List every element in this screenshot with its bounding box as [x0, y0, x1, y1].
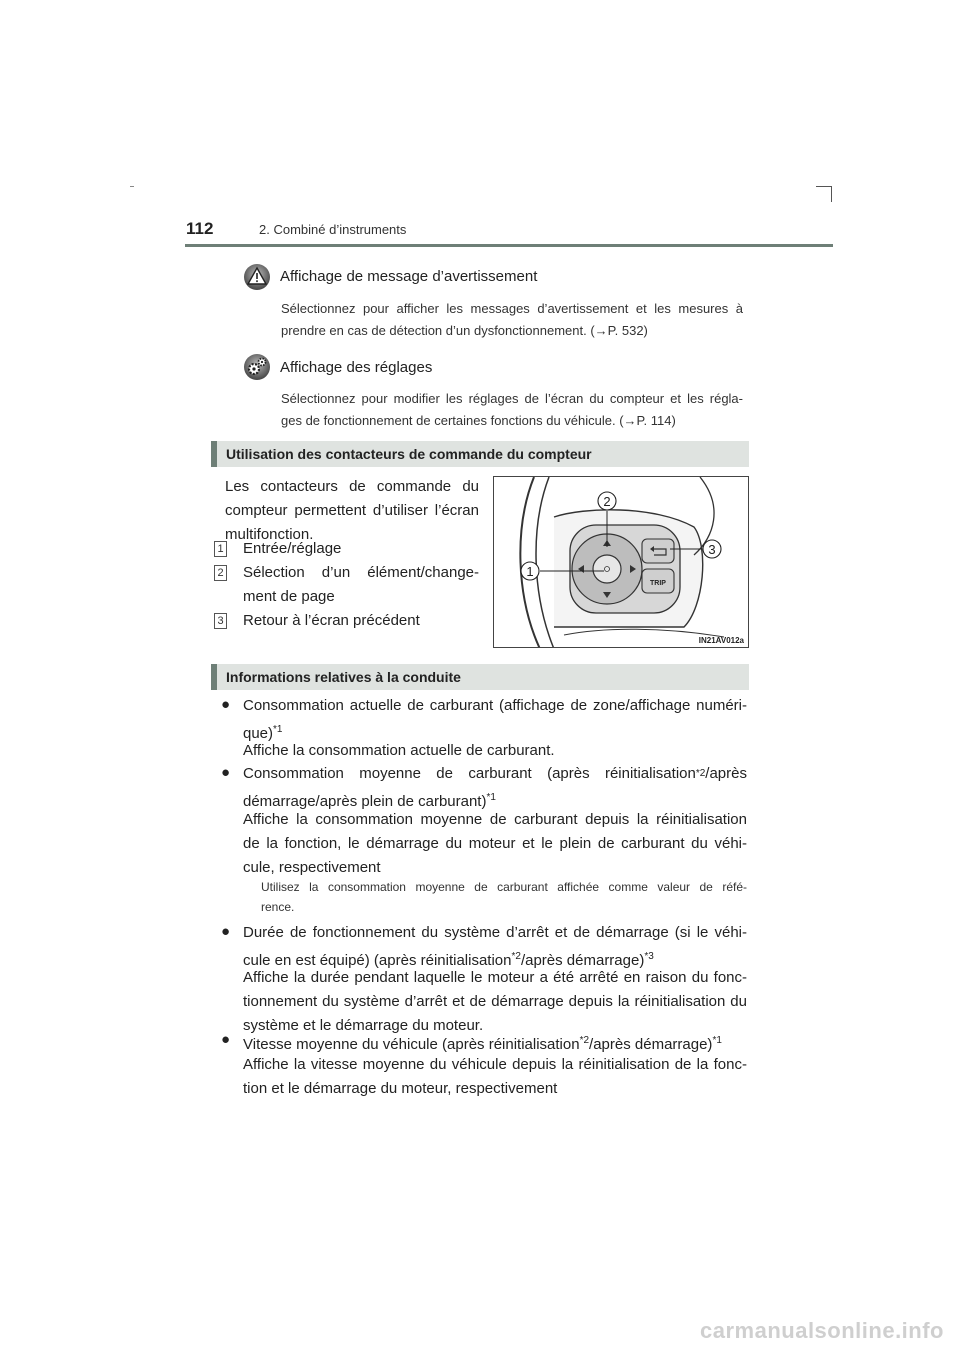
bullet-icon: ●	[221, 764, 231, 781]
section-heading	[211, 441, 749, 467]
section-intro: Les contacteurs de commande du compteur permettent d’utiliser l’écran multifonction.	[225, 478, 479, 543]
section-heading	[211, 664, 749, 690]
callout-2: 2	[603, 494, 611, 509]
item-number: 3	[214, 613, 227, 629]
icon-item-description: Sélectionnez pour modifier les réglages de l’écran du compteur et les régla- ges de fonctionnement de certaines fonctions du véhicule. (→P. 114)	[281, 391, 743, 428]
bullet-title: Consommation actuelle de carburant (affichage de zone/affichage numéri- que)$^{*1}$	[243, 697, 747, 742]
page-number: 112	[186, 219, 214, 238]
chapter-title: 2. Combiné d’instruments	[259, 222, 407, 237]
crop-mark	[816, 186, 832, 187]
list-item: Sélection d’un élément/change- ment de page	[243, 564, 479, 605]
section-title: Informations relatives à la conduite	[226, 669, 461, 685]
steering-switch-figure	[493, 476, 749, 648]
bullet-body: Affiche la durée pendant laquelle le moteur a été arrêté en raison du fonc- tionnement du système d’arrêt et de démarrage depuis la réinitialisation du système et le démarrage du moteur.	[243, 969, 747, 1034]
bullet-body: Affiche la vitesse moyenne du véhicule depuis la réinitialisation de la fonc- tion et le démarrage du moteur, respectivement	[243, 1056, 747, 1097]
item-number: 1	[214, 541, 227, 557]
bullet-icon: ●	[221, 923, 231, 940]
bullet-title: Durée de fonctionnement du système d’arrêt et de démarrage (si le véhi- cule en est équipé) (après réinitialisation$^{*2}$/après démarrage)$^{*3}$	[243, 924, 747, 969]
bullet-body: Affiche la consommation moyenne de carburant depuis la réinitialisation de la fonction, le démarrage du moteur et le plein de carburant du véhi- cule, respectivement	[243, 811, 747, 876]
item-number: 2	[214, 565, 227, 581]
bullet-title: Consommation moyenne de carburant (après réinitialisation *2 /après démarrage/après plein de carburant)$^{*1}$	[243, 765, 747, 810]
icon-item-description: Sélectionnez pour afficher les messages d’avertissement et les mesures à prendre en cas de détection d’un dysfonctionnement. (→P. 532)	[281, 301, 743, 338]
bullet-body: Affiche la consommation actuelle de carburant.	[243, 742, 555, 759]
bullet-note: Utilisez la consommation moyenne de carburant affichée comme valeur de réfé- rence.	[261, 880, 747, 914]
list-item: Entrée/réglage	[243, 540, 342, 557]
crop-mark	[130, 186, 134, 187]
icon-item-title: Affichage de message d’avertissement	[280, 268, 538, 285]
bullet-title: Vitesse moyenne du véhicule (après réinitialisation$^{*2}$/après démarrage)$^{*1}$	[243, 1035, 722, 1053]
svg-text:TRIP: TRIP	[650, 580, 666, 587]
header-rule	[185, 244, 833, 247]
icon-item-title: Affichage des réglages	[280, 359, 433, 376]
section-title: Utilisation des contacteurs de commande du compteur	[226, 446, 592, 462]
list-item: Retour à l’écran précédent	[243, 612, 420, 629]
callout-1: 1	[526, 564, 534, 579]
crop-mark	[831, 186, 832, 202]
callout-3: 3	[708, 542, 716, 557]
bullet-icon: ●	[221, 1031, 231, 1048]
figure-code: IN21AV012a	[698, 636, 744, 645]
watermark: carmanualsonline.info	[700, 1318, 944, 1343]
warning-triangle-icon	[243, 263, 271, 296]
gears-icon	[243, 353, 271, 386]
bullet-icon: ●	[221, 696, 231, 713]
